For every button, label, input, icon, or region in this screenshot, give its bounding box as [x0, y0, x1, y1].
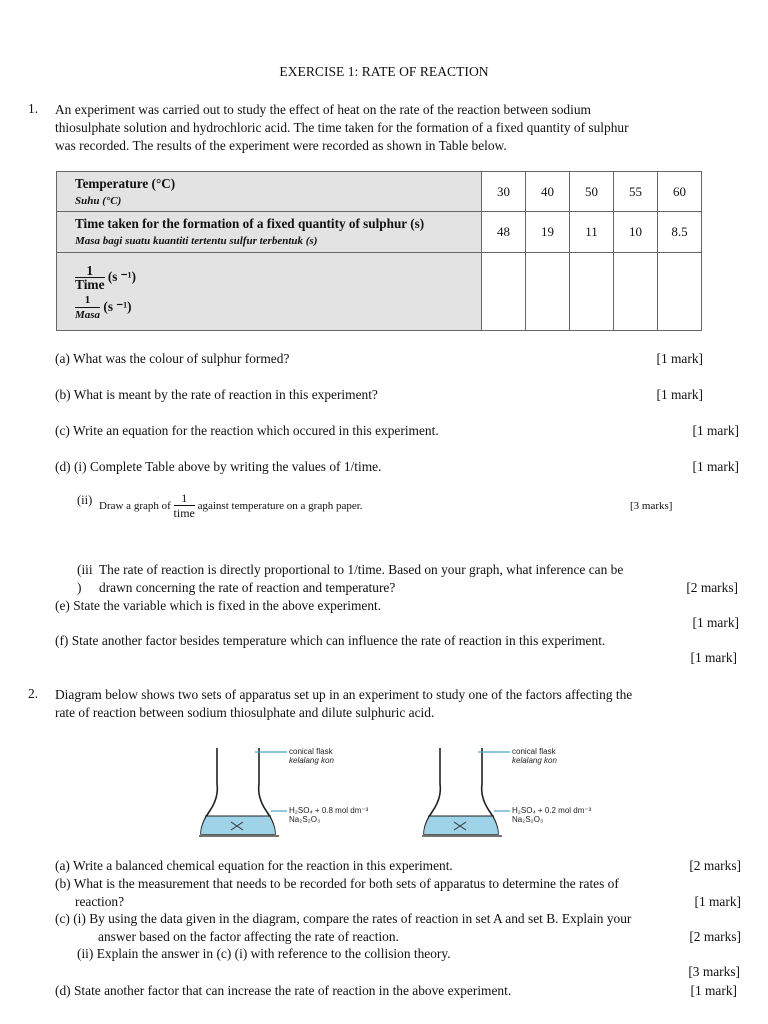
inverse-time-row — [57, 253, 702, 331]
answer-cell[interactable] — [658, 253, 702, 331]
q2c-ii-mark: [3 marks] — [688, 964, 740, 979]
q1a — [55, 350, 735, 368]
results-table — [56, 171, 702, 331]
time-label: Time taken for the formation of a fixed quantity of sulphur (s) — [75, 216, 425, 231]
q2d-mark: [1 mark] — [690, 983, 737, 998]
fraction-numerator: 1 — [75, 294, 100, 308]
q1f-text: (f) State another factor besides temperature which can influence the rate of reaction in this experiment. — [55, 633, 606, 648]
temperature-value: 55 — [614, 172, 658, 212]
q2b-line: (b) What is the measurement that needs to be recorded for both sets of apparatus to determine the rates of — [55, 876, 619, 891]
q1d-iii — [99, 561, 738, 597]
q1b — [55, 386, 735, 404]
label-my: kelalang kon — [289, 756, 334, 765]
q1b-text: (b) What is meant by the rate of reaction in this experiment? — [55, 387, 378, 402]
time-label-my: Masa bagi suatu kuantiti tertentu sulfur terbentuk (s) — [75, 235, 318, 247]
q2a-mark: [2 marks] — [689, 858, 741, 873]
fraction-numerator: 1 — [75, 264, 105, 278]
q2d — [55, 982, 737, 1000]
fraction-numerator: 1 — [174, 492, 195, 506]
q1d-ii — [99, 492, 689, 520]
q1b-mark: [1 mark] — [656, 387, 703, 402]
answer-cell[interactable] — [570, 253, 614, 331]
q1d-ii-post: against temperature on a graph paper. — [197, 500, 363, 512]
unit-label: (s ⁻¹) — [107, 268, 137, 284]
time-value: 11 — [570, 212, 614, 253]
q2b — [55, 875, 741, 911]
q2b-line: reaction? — [75, 894, 125, 909]
label-en: conical flask — [512, 747, 556, 756]
question-2-intro — [55, 686, 735, 722]
intro-line: Diagram below shows two sets of apparatus set up in an experiment to study one of the factors affecting the — [55, 687, 633, 702]
q2a-text: (a) Write a balanced chemical equation for the reaction in this experiment. — [55, 858, 453, 873]
intro-line: rate of reaction between sodium thiosulphate and dilute sulphuric acid. — [55, 705, 435, 720]
unit-label: (s ⁻¹) — [103, 298, 132, 314]
q1c-text: (c) Write an equation for the reaction which occured in this experiment. — [55, 423, 439, 438]
question-2-number: 2. — [28, 686, 39, 701]
q1d-i-mark: [1 mark] — [692, 459, 739, 474]
q1d-ii-label: (ii) — [77, 493, 93, 507]
fraction-denominator: Masa — [75, 308, 101, 321]
temperature-label: Temperature (°C) — [75, 175, 176, 191]
q1f — [55, 632, 735, 650]
flask-b-solution-label — [512, 806, 591, 824]
time-value: 48 — [482, 212, 526, 253]
inverse-masa-fraction — [75, 294, 100, 322]
q1d-i — [55, 458, 739, 476]
flask-b-label — [512, 747, 557, 765]
label-part: ) — [77, 580, 82, 595]
temperature-label-cell — [57, 172, 482, 212]
temperature-row — [57, 172, 702, 212]
q1e-text: (e) State the variable which is fixed in the above experiment. — [55, 598, 382, 613]
q2c-i-mark: [2 marks] — [689, 929, 741, 944]
q1d-ii-mark: [3 marks] — [630, 500, 673, 512]
question-1-number: 1. — [28, 101, 39, 116]
time-label-cell — [57, 212, 482, 253]
q1d-ii-pre: Draw a graph of — [99, 500, 171, 512]
intro-line: thiosulphate solution and hydrochloric acid. The time taken for the formation of a fixed quantity of sulphur — [55, 120, 629, 135]
question-1-intro — [55, 101, 735, 155]
q1a-text: (a) What was the colour of sulphur formed? — [55, 351, 290, 366]
q1c-mark: [1 mark] — [692, 423, 739, 438]
answer-cell[interactable] — [482, 253, 526, 331]
label-part: (iii — [77, 562, 93, 577]
solution-line: H₂SO₄ + 0.8 mol dm⁻³ — [289, 806, 369, 815]
time-value: 8.5 — [658, 212, 702, 253]
answer-cell[interactable] — [526, 253, 570, 331]
fraction-denominator: time — [173, 506, 195, 520]
q1f-mark: [1 mark] — [690, 650, 737, 665]
q2d-text: (d) State another factor that can increase the rate of reaction in the above experiment. — [55, 983, 512, 998]
inverse-time-fraction — [75, 264, 105, 292]
fraction-denominator: Time — [75, 276, 105, 292]
flask-a-label — [289, 747, 334, 765]
q2c-i-line: (c) (i) By using the data given in the diagram, compare the rates of reaction in set A and set B. Explain your — [55, 911, 632, 926]
temperature-value: 60 — [658, 172, 702, 212]
temperature-label-my: Suhu (°C) — [75, 194, 122, 207]
q1e-mark: [1 mark] — [692, 615, 739, 630]
temperature-value: 50 — [570, 172, 614, 212]
temperature-value: 40 — [526, 172, 570, 212]
q1c — [55, 422, 739, 440]
time-row — [57, 212, 702, 253]
label-my: kelalang kon — [512, 756, 557, 765]
q1d-iii-line: The rate of reaction is directly proportional to 1/time. Based on your graph, what inference can be — [99, 562, 624, 577]
q1e — [55, 597, 735, 615]
solution-line: Na₂S₂O₃ — [512, 815, 544, 824]
q1d-iii-line: drawn concerning the rate of reaction and temperature? — [99, 580, 396, 595]
time-value: 19 — [526, 212, 570, 253]
time-value: 10 — [614, 212, 658, 253]
q1d-iii-mark: [2 marks] — [686, 580, 738, 595]
q2c-i — [55, 910, 741, 946]
q2b-mark: [1 mark] — [694, 894, 741, 909]
label-en: conical flask — [289, 747, 333, 756]
intro-line: An experiment was carried out to study the effect of heat on the rate of the reaction between sodium — [55, 102, 591, 117]
inverse-time-label-cell — [57, 253, 482, 331]
temperature-value: 30 — [482, 172, 526, 212]
intro-line: was recorded. The results of the experiment were recorded as shown in Table below. — [55, 138, 507, 153]
solution-line: H₂SO₄ + 0.2 mol dm⁻³ — [512, 806, 592, 815]
one-over-time-fraction — [174, 492, 195, 520]
q1d-iii-label — [77, 561, 93, 597]
q1d-i-text: (d) (i) Complete Table above by writing the values of 1/time. — [55, 459, 382, 474]
q2c-i-line: answer based on the factor affecting the rate of reaction. — [98, 929, 399, 944]
q2c-ii-text: (ii) Explain the answer in (c) (i) with reference to the collision theory. — [77, 946, 451, 961]
solution-line: Na₂S₂O₃ — [289, 815, 321, 824]
q2a — [55, 857, 741, 875]
q1a-mark: [1 mark] — [656, 351, 703, 366]
page-title: EXERCISE 1: RATE OF REACTION — [279, 64, 489, 79]
flask-a-solution-label — [289, 806, 368, 824]
answer-cell[interactable] — [614, 253, 658, 331]
